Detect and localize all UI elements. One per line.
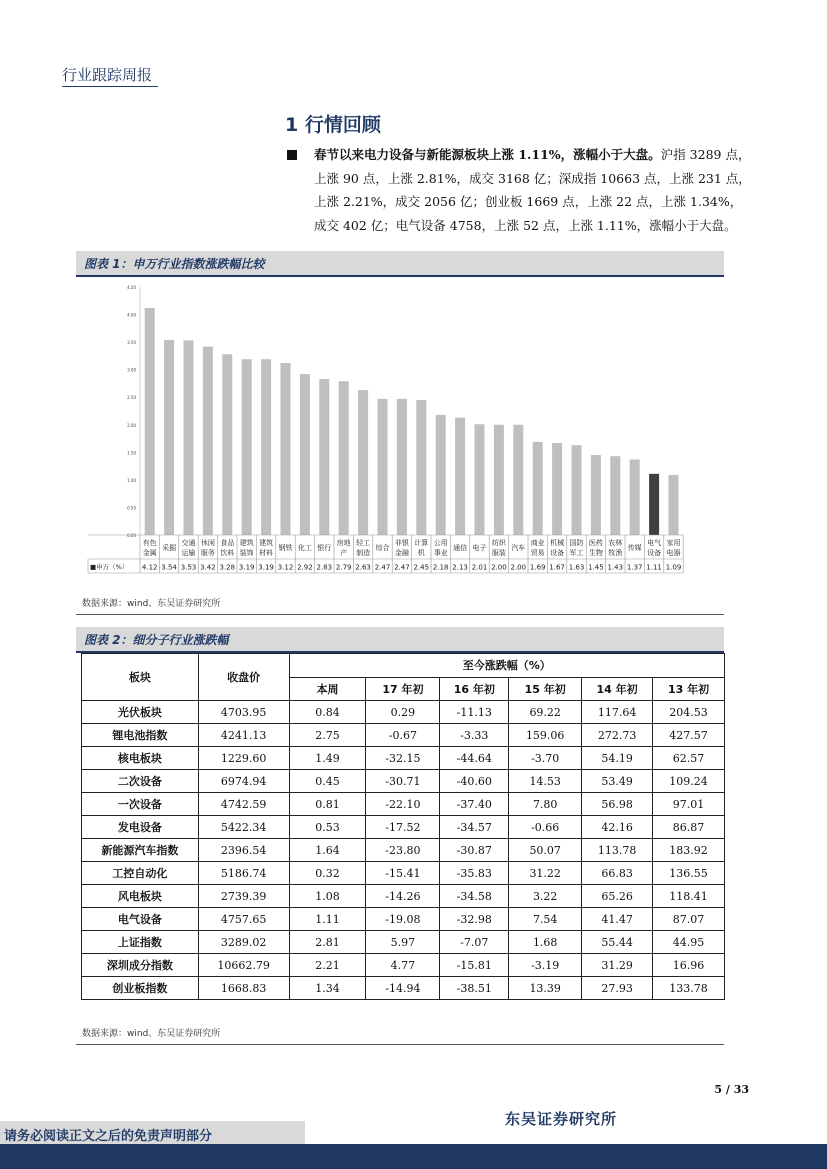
bar-9 (319, 379, 329, 535)
value-label-18: 2.00 (491, 563, 507, 572)
value-cell: 4742.59 (198, 793, 289, 816)
subheader-4: 14 年初 (582, 677, 653, 701)
footer-brand: 东吴证券研究所 (505, 1110, 618, 1128)
bar-6 (261, 359, 271, 535)
category-label-27-b: 电器 (666, 549, 681, 557)
header-sector: 板块 (82, 654, 199, 701)
value-cell: 272.73 (582, 724, 653, 747)
category-label-4: 食品 (220, 539, 235, 547)
value-cell: 6974.94 (198, 770, 289, 793)
sector-name-cell: 新能源汽车指数 (82, 839, 199, 862)
table-row (82, 724, 725, 747)
value-cell: 117.64 (582, 701, 653, 724)
value-label-20: 1.69 (529, 563, 546, 572)
bar-0 (145, 308, 155, 535)
category-label-26-b: 设备 (647, 549, 662, 557)
value-cell: 136.55 (653, 862, 725, 885)
value-label-27: 1.09 (665, 563, 682, 572)
bar-4 (222, 354, 232, 535)
category-label-4-b: 饮料 (220, 549, 235, 557)
disclaimer-text: 请务必阅读正文之后的免责声明部分 (4, 1129, 213, 1144)
bar-1 (164, 340, 174, 535)
value-label-9: 2.83 (316, 563, 333, 572)
value-cell: -34.58 (440, 885, 509, 908)
category-label-3-b: 服务 (200, 549, 215, 557)
bar-5 (242, 359, 252, 535)
value-cell: 10662.79 (198, 954, 289, 977)
subheader-5: 13 年初 (653, 677, 725, 701)
row-label: ■申万（%） (90, 563, 129, 571)
value-cell: 0.81 (289, 793, 366, 816)
table-row (82, 747, 725, 770)
value-cell: 113.78 (582, 839, 653, 862)
bar-12 (378, 399, 388, 535)
subheader-3: 15 年初 (509, 677, 582, 701)
value-label-19: 2.00 (510, 563, 527, 572)
value-label-23: 1.45 (588, 563, 604, 572)
sector-name-cell: 创业板指数 (82, 977, 199, 1000)
value-cell: 54.19 (582, 747, 653, 770)
category-label-25: 传媒 (627, 544, 642, 552)
y-tick-label: 3.00 (127, 367, 136, 373)
value-cell: 5186.74 (198, 862, 289, 885)
value-label-25: 1.37 (626, 563, 643, 572)
category-label-8: 化工 (297, 544, 312, 552)
value-cell: 16.96 (653, 954, 725, 977)
value-label-3: 3.42 (200, 563, 216, 572)
value-cell: 2739.39 (198, 885, 289, 908)
y-tick-label: 2.00 (127, 422, 136, 428)
category-label-20-b: 贸易 (530, 549, 545, 557)
subheader-2: 16 年初 (440, 677, 509, 701)
table-row (82, 839, 725, 862)
value-cell: 56.98 (582, 793, 653, 816)
value-cell: 159.06 (509, 724, 582, 747)
table-row (82, 701, 725, 724)
category-label-27: 家用 (666, 539, 681, 547)
table-row (82, 862, 725, 885)
category-label-10-b: 产 (340, 549, 348, 557)
value-cell: 2396.54 (198, 839, 289, 862)
value-cell: 69.22 (509, 701, 582, 724)
category-label-11: 轻工 (356, 539, 371, 547)
bar-21 (552, 443, 562, 535)
value-cell: -32.98 (440, 908, 509, 931)
category-label-5-b: 装饰 (239, 549, 254, 557)
value-cell: -37.40 (440, 793, 509, 816)
category-label-22: 国防 (569, 539, 584, 547)
value-cell: 13.39 (509, 977, 582, 1000)
bar-25 (630, 459, 640, 535)
bar-23 (591, 455, 601, 535)
value-cell: -15.41 (366, 862, 440, 885)
bar-8 (300, 374, 310, 535)
subheader-0: 本周 (289, 677, 366, 701)
value-cell: 2.21 (289, 954, 366, 977)
value-cell: -30.71 (366, 770, 440, 793)
y-tick-label: 1.00 (127, 477, 136, 483)
value-cell: 3.22 (509, 885, 582, 908)
value-label-13: 2.47 (394, 563, 410, 572)
category-label-6-b: 材料 (259, 549, 274, 557)
value-cell: 50.07 (509, 839, 582, 862)
value-cell: 5.97 (366, 931, 440, 954)
value-cell: 55.44 (582, 931, 653, 954)
sub-industry-table (81, 653, 725, 1000)
value-cell: 427.57 (653, 724, 725, 747)
value-cell: 1.34 (289, 977, 366, 1000)
sector-name-cell: 二次设备 (82, 770, 199, 793)
bar-14 (416, 400, 426, 535)
value-cell: 7.80 (509, 793, 582, 816)
category-label-9: 银行 (317, 544, 332, 552)
value-label-5: 3.19 (238, 563, 255, 572)
section-title: 1 行情回顾 (285, 114, 381, 136)
category-label-15: 公用 (433, 539, 448, 547)
value-label-7: 3.12 (277, 563, 294, 572)
paragraph-body: 沪指 3289 点，上涨 90 点，上涨 2.81%，成交 3168 亿；深成指 10663 点，上涨 231 点，上涨 2.21%，成交 2056 亿；创业板 1669 点，上涨 22 点，上涨 1.34%，成交 402 亿；电气设备 4758，上涨 52 点，上涨 1.11%，涨幅小于大盘。 (314, 147, 751, 233)
table-header-row (82, 654, 725, 678)
value-label-1: 3.54 (161, 563, 177, 572)
value-label-24: 1.43 (607, 563, 624, 572)
paragraph-bold-lead: 春节以来电力设备与新能源板块上涨 1.11%，涨幅小于大盘。 (314, 147, 661, 162)
value-cell: -38.51 (440, 977, 509, 1000)
header-close: 收盘价 (198, 654, 289, 701)
category-label-21: 机械 (550, 539, 565, 547)
value-label-15: 2.18 (432, 563, 449, 572)
table-row (82, 908, 725, 931)
category-label-14: 计算 (414, 539, 429, 547)
value-cell: 1.49 (289, 747, 366, 770)
category-label-21-b: 设备 (550, 549, 565, 557)
value-cell: -30.87 (440, 839, 509, 862)
category-label-10: 房地 (336, 539, 351, 547)
page-number: 5 / 33 (714, 1083, 749, 1096)
category-label-24-b: 牧渔 (608, 549, 623, 557)
value-cell: -32.15 (366, 747, 440, 770)
value-cell: 1.11 (289, 908, 366, 931)
table-row (82, 931, 725, 954)
category-label-2: 交通 (181, 539, 196, 547)
table-row (82, 885, 725, 908)
value-label-22: 1.63 (568, 563, 585, 572)
value-cell: -14.94 (366, 977, 440, 1000)
value-cell: 0.29 (366, 701, 440, 724)
figure2-caption-bar (76, 627, 724, 653)
category-label-5: 建筑 (239, 539, 254, 547)
report-header-title: 行业跟踪周报 (62, 66, 153, 84)
value-cell: -23.80 (366, 839, 440, 862)
category-label-7: 钢铁 (278, 544, 293, 552)
value-cell: 66.83 (582, 862, 653, 885)
value-cell: -7.07 (440, 931, 509, 954)
sector-name-cell: 电气设备 (82, 908, 199, 931)
value-label-6: 3.19 (258, 563, 274, 572)
category-label-3: 休闲 (200, 539, 215, 547)
category-label-20: 商业 (530, 539, 545, 547)
bar-15 (436, 415, 446, 535)
value-cell: 3289.02 (198, 931, 289, 954)
bar-7 (281, 363, 291, 535)
value-label-26: 1.11 (646, 563, 662, 572)
bar-24 (610, 456, 620, 535)
bar-2 (184, 340, 194, 535)
category-label-16: 通信 (453, 544, 468, 552)
value-cell: -34.57 (440, 816, 509, 839)
value-label-11: 2.63 (355, 563, 371, 572)
bar-18 (494, 425, 504, 535)
figure2-source: 数据来源：wind、东吴证券研究所 (82, 1029, 221, 1039)
y-tick-label: 4.00 (127, 312, 136, 318)
sector-name-cell: 工控自动化 (82, 862, 199, 885)
value-cell: -14.26 (366, 885, 440, 908)
category-label-0: 有色 (142, 539, 157, 547)
sector-name-cell: 发电设备 (82, 816, 199, 839)
sector-name-cell: 上证指数 (82, 931, 199, 954)
value-label-16: 2.13 (452, 563, 468, 572)
value-cell: 31.29 (582, 954, 653, 977)
y-tick-label: 4.50 (127, 285, 136, 290)
category-label-18-b: 服装 (491, 549, 506, 557)
category-label-13: 非银 (394, 539, 409, 547)
category-label-17: 电子 (472, 544, 487, 552)
y-tick-label: 0.50 (127, 505, 136, 511)
y-tick-label: 3.50 (127, 340, 136, 346)
table-row (82, 816, 725, 839)
category-label-11-b: 制造 (356, 549, 371, 557)
table-row (82, 977, 725, 1000)
value-cell: -22.10 (366, 793, 440, 816)
bar-16 (455, 418, 465, 535)
value-cell: 2.75 (289, 724, 366, 747)
value-cell: 87.07 (653, 908, 725, 931)
value-cell: -19.08 (366, 908, 440, 931)
section-paragraph (314, 143, 754, 237)
value-cell: 204.53 (653, 701, 725, 724)
value-cell: 0.32 (289, 862, 366, 885)
bar-20 (533, 442, 543, 535)
value-label-10: 2.79 (335, 563, 352, 572)
value-label-0: 4.12 (141, 563, 158, 572)
value-cell: 62.57 (653, 747, 725, 770)
category-label-22-b: 军工 (569, 549, 584, 557)
sector-name-cell: 锂电池指数 (82, 724, 199, 747)
value-cell: 86.87 (653, 816, 725, 839)
value-cell: 4703.95 (198, 701, 289, 724)
value-cell: 4757.65 (198, 908, 289, 931)
value-cell: 44.95 (653, 931, 725, 954)
bar-3 (203, 347, 213, 535)
category-label-6: 建筑 (259, 539, 274, 547)
sector-name-cell: 光伏板块 (82, 701, 199, 724)
bullet-square-icon (287, 150, 297, 160)
value-cell: -0.67 (366, 724, 440, 747)
value-cell: 14.53 (509, 770, 582, 793)
header-underline (62, 86, 158, 87)
value-label-4: 3.28 (219, 563, 236, 572)
figure1-caption: 图表 1：申万行业指数涨跌幅比较 (84, 257, 265, 271)
y-tick-label: 2.50 (127, 395, 136, 401)
value-label-2: 3.53 (180, 563, 197, 572)
category-label-2-b: 运输 (181, 549, 196, 557)
value-cell: 1668.83 (198, 977, 289, 1000)
category-label-18: 纺织 (491, 539, 506, 547)
figure2-bottom-rule (76, 1044, 724, 1045)
disclaimer-bar (0, 1121, 305, 1144)
value-cell: -15.81 (440, 954, 509, 977)
industry-index-bar-chart (76, 277, 724, 575)
footer-color-band (0, 1144, 827, 1169)
header-change: 至今涨跌幅（%） (289, 654, 724, 678)
y-tick-label: 1.50 (127, 450, 136, 456)
figure2-caption: 图表 2：细分子行业涨跌幅 (84, 633, 229, 647)
value-cell: 2.81 (289, 931, 366, 954)
value-cell: 1.68 (509, 931, 582, 954)
subheader-1: 17 年初 (366, 677, 440, 701)
category-label-23-b: 生物 (588, 549, 603, 557)
y-tick-label: 0.00 (127, 533, 136, 538)
value-cell: -35.83 (440, 862, 509, 885)
value-label-14: 2.45 (413, 563, 430, 572)
value-cell: 118.41 (653, 885, 725, 908)
value-cell: -44.64 (440, 747, 509, 770)
value-cell: 7.54 (509, 908, 582, 931)
figure1-source: 数据来源：wind、东吴证券研究所 (82, 599, 221, 609)
value-cell: 4241.13 (198, 724, 289, 747)
category-label-1: 采掘 (162, 544, 177, 552)
value-cell: -17.52 (366, 816, 440, 839)
table-row (82, 770, 725, 793)
value-cell: 31.22 (509, 862, 582, 885)
value-cell: 0.45 (289, 770, 366, 793)
sector-name-cell: 一次设备 (82, 793, 199, 816)
value-cell: 183.92 (653, 839, 725, 862)
value-cell: -40.60 (440, 770, 509, 793)
bar-22 (572, 445, 582, 535)
bar-10 (339, 381, 349, 535)
value-cell: 1.08 (289, 885, 366, 908)
value-label-8: 2.92 (297, 563, 313, 572)
category-label-23: 医药 (588, 539, 603, 547)
value-cell: 41.47 (582, 908, 653, 931)
value-label-21: 1.67 (549, 563, 565, 572)
value-cell: -11.13 (440, 701, 509, 724)
value-cell: 65.26 (582, 885, 653, 908)
value-cell: 109.24 (653, 770, 725, 793)
value-cell: 4.77 (366, 954, 440, 977)
value-label-17: 2.01 (471, 563, 488, 572)
bar-27 (669, 475, 679, 535)
figure1-caption-bar (76, 251, 724, 277)
value-cell: 1229.60 (198, 747, 289, 770)
value-cell: 97.01 (653, 793, 725, 816)
value-cell: -0.66 (509, 816, 582, 839)
sector-name-cell: 深圳成分指数 (82, 954, 199, 977)
value-cell: 5422.34 (198, 816, 289, 839)
category-label-14-b: 机 (417, 549, 425, 557)
sector-name-cell: 核电板块 (82, 747, 199, 770)
table-row (82, 793, 725, 816)
category-label-26: 电气 (647, 539, 662, 547)
value-cell: 0.53 (289, 816, 366, 839)
bar-26 (649, 474, 659, 535)
bar-13 (397, 399, 407, 535)
category-label-15-b: 事业 (433, 549, 448, 557)
value-cell: -3.19 (509, 954, 582, 977)
value-cell: -3.33 (440, 724, 509, 747)
sector-name-cell: 风电板块 (82, 885, 199, 908)
category-label-12: 综合 (375, 544, 390, 552)
category-label-0-b: 金属 (142, 549, 157, 557)
figure1-bottom-rule (76, 614, 724, 615)
category-label-19: 汽车 (511, 544, 526, 552)
value-cell: 0.84 (289, 701, 366, 724)
bar-19 (513, 425, 523, 535)
value-cell: 53.49 (582, 770, 653, 793)
value-label-12: 2.47 (374, 563, 391, 572)
value-cell: 133.78 (653, 977, 725, 1000)
value-cell: -3.70 (509, 747, 582, 770)
value-cell: 42.16 (582, 816, 653, 839)
category-label-24: 农林 (608, 539, 623, 547)
category-label-13-b: 金融 (394, 549, 409, 557)
value-cell: 1.64 (289, 839, 366, 862)
bar-11 (358, 390, 368, 535)
bar-17 (475, 424, 485, 535)
value-cell: 27.93 (582, 977, 653, 1000)
table-row (82, 954, 725, 977)
